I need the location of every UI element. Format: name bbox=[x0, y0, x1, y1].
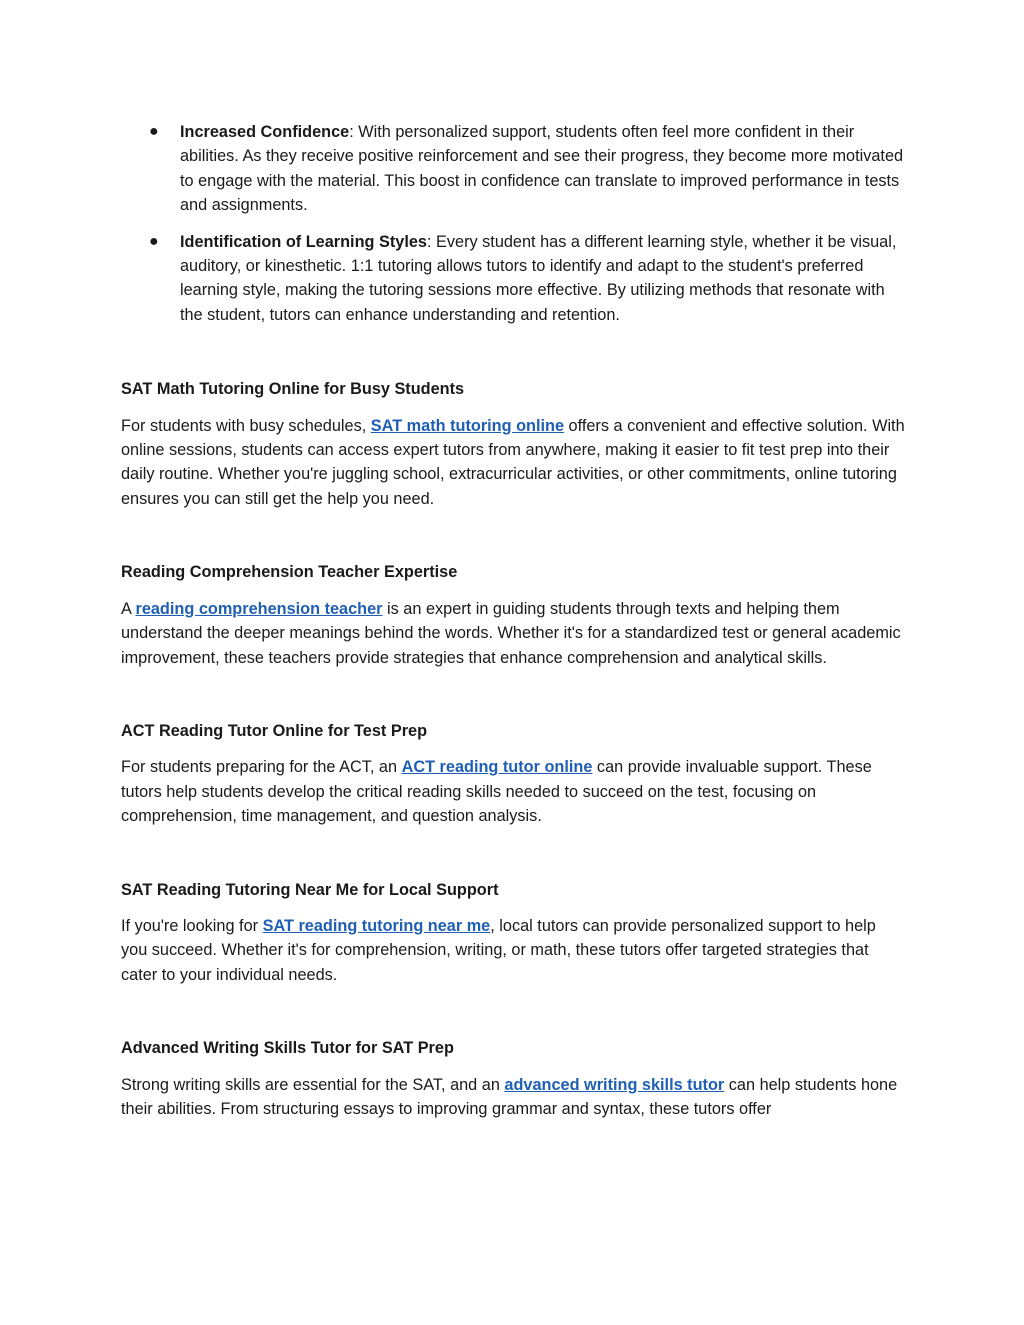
advanced-writing-tutor-link[interactable]: advanced writing skills tutor bbox=[504, 1075, 725, 1094]
section-sat-math bbox=[121, 377, 906, 511]
section-heading: Advanced Writing Skills Tutor for SAT Prep bbox=[121, 1039, 454, 1058]
section-paragraph bbox=[121, 1073, 906, 1122]
section-paragraph bbox=[121, 414, 906, 512]
section-act-reading bbox=[121, 719, 906, 829]
list-item bbox=[121, 120, 906, 218]
section-paragraph bbox=[121, 597, 906, 670]
sat-reading-tutoring-link[interactable]: SAT reading tutoring near me bbox=[262, 916, 491, 935]
section-paragraph bbox=[121, 914, 906, 987]
sat-math-tutoring-link[interactable]: SAT math tutoring online bbox=[370, 416, 565, 435]
bullet-text: : Every student has a different learning style, whether it be visual, auditory, or kinesthetic. 1:1 tutoring allows tutors to identify and adapt to the student's preferred learning style, making the tutoring sessions more effective. By utilizing methods that resonate with the student, tutors can enhance understanding and retention. bbox=[180, 232, 897, 324]
paragraph-text: For students preparing for the ACT, an bbox=[121, 758, 402, 777]
section-heading: Reading Comprehension Teacher Expertise bbox=[121, 563, 458, 582]
list-item bbox=[121, 230, 906, 328]
bullet-dot-icon: ● bbox=[149, 232, 159, 250]
section-sat-reading bbox=[121, 878, 906, 988]
paragraph-text: A bbox=[121, 599, 136, 618]
paragraph-text: If you're looking for bbox=[121, 916, 263, 935]
paragraph-text: can help students hone their abilities. From structuring essays to improving grammar and syntax, these tutors offer bbox=[121, 1075, 898, 1118]
act-reading-tutor-link[interactable]: ACT reading tutor online bbox=[401, 758, 593, 777]
bullet-text: : With personalized support, students often feel more confident in their abilities. As they receive positive reinforcement and see their progress, they become more motivated to engage with the material. This boost in confidence can translate to improved performance in tests and assignments. bbox=[180, 123, 904, 215]
paragraph-text: is an expert in guiding students through texts and helping them understand the deeper meanings behind the words. Whether it's for a standardized test or general academic improvement, these teachers provide strategies that enhance comprehension and analytical skills. bbox=[121, 599, 901, 667]
section-heading: ACT Reading Tutor Online for Test Prep bbox=[121, 721, 428, 740]
bullet-dot-icon: ● bbox=[149, 123, 159, 140]
reading-comprehension-teacher-link[interactable]: reading comprehension teacher bbox=[135, 599, 383, 618]
section-heading: SAT Reading Tutoring Near Me for Local Support bbox=[121, 880, 499, 899]
section-heading: SAT Math Tutoring Online for Busy Students bbox=[121, 380, 465, 399]
paragraph-text: can provide invaluable support. These tutors help students develop the critical reading skills needed to succeed on the test, focusing on comprehension, time management, and question analysis. bbox=[121, 758, 872, 826]
section-reading-comprehension bbox=[121, 560, 906, 670]
benefits-list bbox=[121, 120, 906, 327]
section-paragraph bbox=[121, 755, 906, 828]
paragraph-text: Strong writing skills are essential for the SAT, and an bbox=[121, 1075, 505, 1094]
paragraph-text: , local tutors can provide personalized support to help you succeed. Whether it's for comprehension, writing, or math, these tutors offer targeted strategies that cater to your individual needs. bbox=[121, 916, 876, 984]
paragraph-text: For students with busy schedules, bbox=[121, 416, 371, 435]
section-advanced-writing bbox=[121, 1036, 906, 1121]
paragraph-text: offers a convenient and effective solution. With online sessions, students can access expert tutors from anywhere, making it easier to fit test prep into their daily routine. Whether you're juggling school, extracurricular activities, or other commitments, online tutoring ensures you can still get the help you need. bbox=[121, 416, 905, 508]
document-body bbox=[121, 120, 906, 1121]
bullet-title: Increased Confidence bbox=[180, 123, 350, 141]
bullet-title: Identification of Learning Styles bbox=[180, 232, 427, 251]
